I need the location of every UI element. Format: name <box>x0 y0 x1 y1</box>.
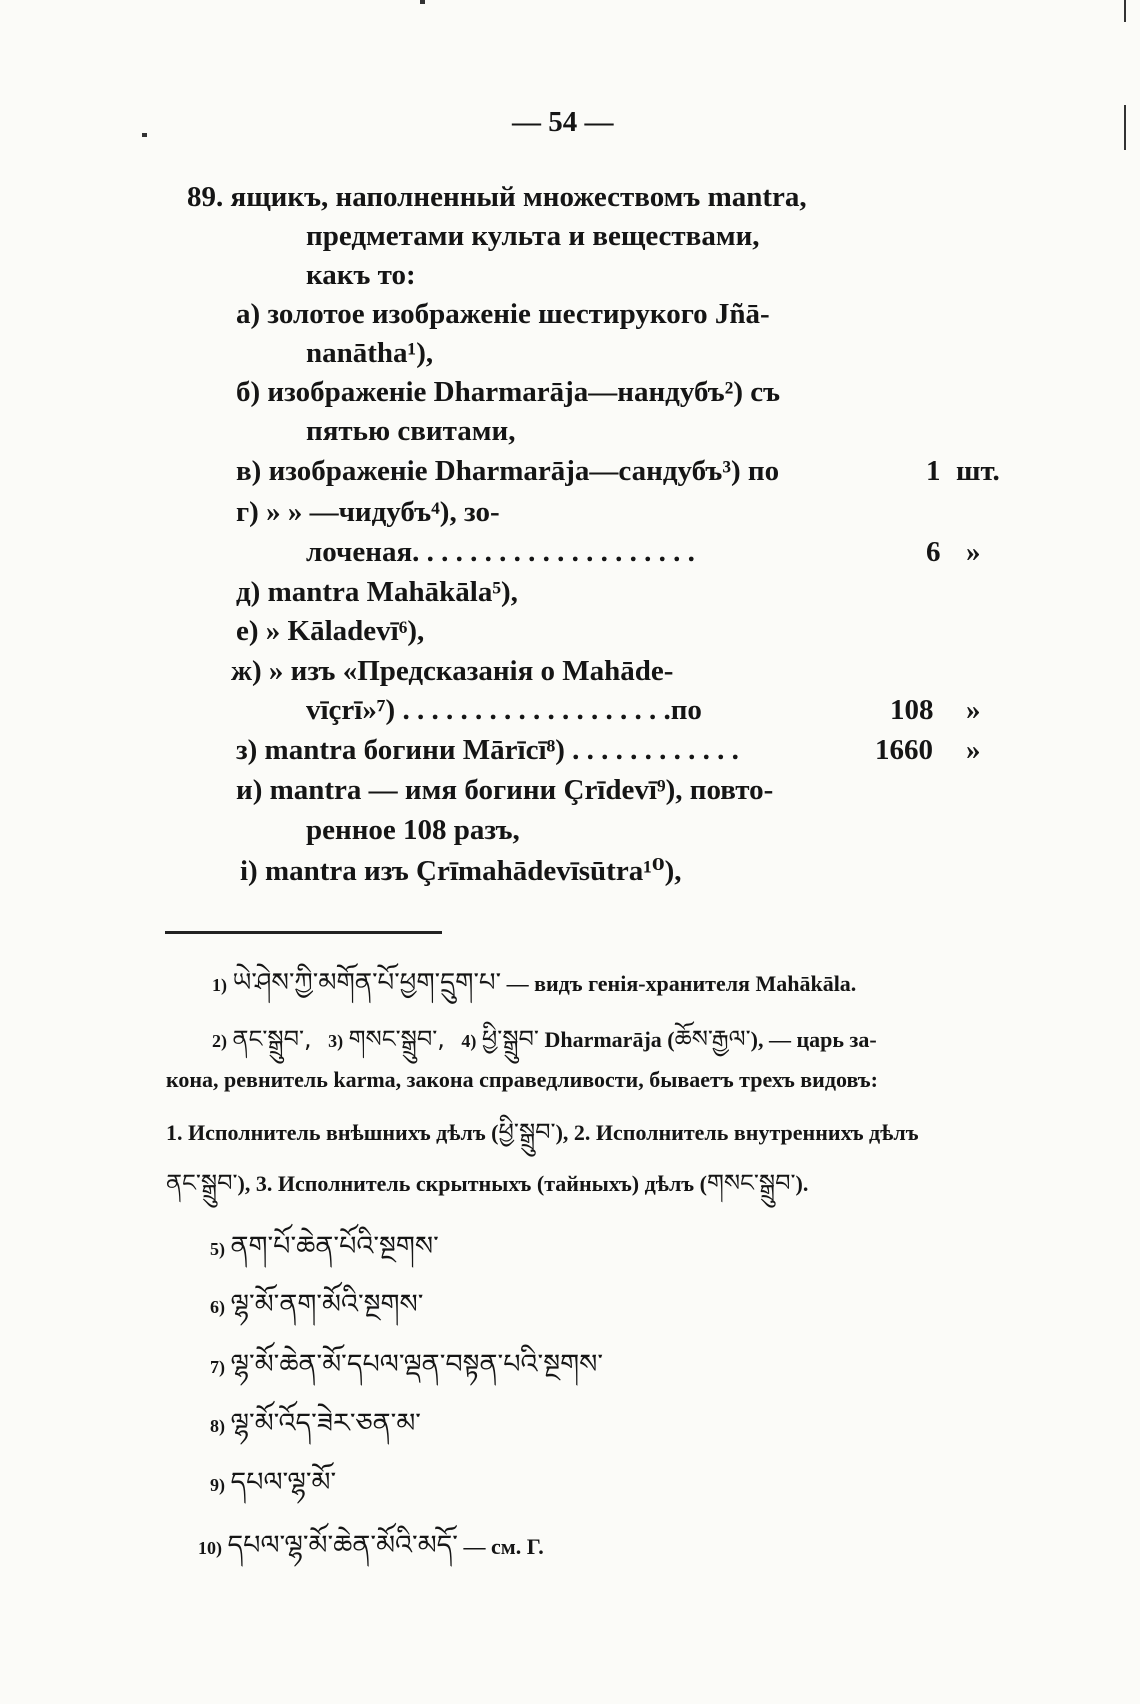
list-item-v: в) изображеніе Dharmarāja—сандубъ³) по <box>236 455 780 487</box>
scan-edge-mark <box>1124 0 1126 22</box>
tibetan-text: ལྷ་མོ་འོད་ཟེར་ཅན་མ་ <box>230 1408 421 1439</box>
tibetan-text: ནང་སྒྲུབ་, <box>232 1025 312 1053</box>
quantity-unit: шт. <box>956 455 1000 487</box>
list-item-a: а) золотое изображеніе шестирукого Jñā- <box>236 298 770 330</box>
quantity-value: 6 <box>926 536 941 568</box>
quantity-unit: » <box>966 536 981 568</box>
list-item-zh: ж) » изъ «Предсказанія о Mahāde- <box>231 655 674 687</box>
list-item-b: б) изображеніе Dharmarāja—нандубъ²) съ <box>236 376 781 408</box>
tibetan-text: ཕྱི་སྒྲུབ་ <box>481 1025 539 1053</box>
footnote-number: 7) <box>210 1357 225 1377</box>
footnote-2-line <box>166 1157 808 1224</box>
tibetan-text: ནག་པོ་ཆེན་པོའི་སྔགས་ <box>230 1231 439 1262</box>
footnote-text: — видъ генія-хранителя Mahākāla. <box>506 971 857 996</box>
footnote-text: ), — царь за- <box>750 1027 877 1052</box>
tibetan-text: ལྷ་མོ་ནག་མོའི་སྔགས་ <box>230 1289 424 1320</box>
footnote-10 <box>198 1515 544 1591</box>
page-number: — 54 — <box>512 106 614 138</box>
tibetan-text: གསང་སྒྲུབ་, <box>348 1025 445 1053</box>
footnote-rule <box>165 931 442 934</box>
scan-mark <box>142 133 147 137</box>
list-item-g-cont: лоченая. . . . . . . . . . . . . . . . . . . . <box>306 536 695 568</box>
tibetan-text: དཔལ་ལྷ་མོ་ <box>230 1467 337 1498</box>
list-item-g: г) » » —чидубъ⁴), зо- <box>236 496 500 528</box>
tibetan-text: དཔལ་ལྷ་མོ་ཆེན་མོའི་མདོ་ <box>227 1530 458 1561</box>
list-item-i: и) mantra — имя богини Çrīdevī⁹), повто- <box>236 774 774 806</box>
list-item-i-dec: і) mantra изъ Çrīmahādevīsūtra¹⁰), <box>240 855 682 887</box>
tibetan-text: ཡེ་ཤེས་ཀྱི་མགོན་པོ་ཕྱག་དྲུག་པ་ <box>232 968 502 998</box>
footnote-text: — см. Г. <box>463 1534 544 1559</box>
list-item-i-cont: ренное 108 разъ, <box>306 814 520 846</box>
footnote-number: 1) <box>212 975 227 995</box>
list-item-a-cont: nanātha¹), <box>306 337 434 369</box>
footnote-text: 1. Исполнитель внѣшнихъ дѣлъ ( <box>166 1120 499 1145</box>
footnote-number: 5) <box>210 1239 225 1259</box>
list-item-d: д) mantra Mahākāla⁵), <box>236 576 518 608</box>
footnote-text: ). <box>795 1171 809 1196</box>
footnote-number: 4) <box>461 1031 477 1051</box>
footnote-number: 2) <box>212 1031 227 1051</box>
quantity-unit: » <box>966 734 981 766</box>
quantity-value: 1660 <box>875 734 933 766</box>
footnote-text: ), 3. Исполнитель скрытныхъ (тайныхъ) дѣлъ ( <box>237 1171 707 1196</box>
scan-mark <box>420 0 425 4</box>
scan-edge-mark <box>1124 105 1126 150</box>
tibetan-text: ཕྱི་སྒྲུབ་ <box>498 1118 556 1146</box>
tibetan-text: གསང་སྒྲུབ་ <box>706 1169 796 1197</box>
tibetan-text: ལྷ་མོ་ཆེན་མོ་དཔལ་ལྡན་བསྟན་པའི་སྔགས་ <box>230 1349 603 1380</box>
footnote-number: 9) <box>210 1475 225 1495</box>
quantity-value: 108 <box>890 694 934 726</box>
tibetan-text: ནང་སྒྲུབ་ <box>166 1169 238 1197</box>
footnote-text: ), 2. Исполнитель внутреннихъ дѣлъ <box>555 1120 919 1145</box>
footnote-number: 10) <box>198 1538 222 1558</box>
quantity-value: 1 <box>926 455 941 487</box>
entry-line: 89. ящикъ, наполненный множествомъ mantra, <box>187 181 807 213</box>
list-item-b-cont: пятью свитами, <box>306 415 516 447</box>
entry-line: какъ то: <box>306 259 416 291</box>
footnote-number: 6) <box>210 1297 225 1317</box>
footnote-number: 3) <box>328 1031 344 1051</box>
list-item-z: з) mantra богини Mārīcī⁸) . . . . . . . . . . . . <box>236 734 739 766</box>
list-item-e: е) » Kāladevī⁶), <box>236 615 425 647</box>
quantity-unit: » <box>966 694 981 726</box>
entry-line: предметами культа и веществами, <box>306 220 760 252</box>
footnote-text: Dharmarāja ( <box>544 1027 675 1052</box>
tibetan-text: ཆོས་རྒྱལ་ <box>674 1025 751 1053</box>
footnote-2-line: кона, ревнитель karma, закона справедливости, бываетъ трехъ видовъ: <box>166 1067 878 1092</box>
footnote-number: 8) <box>210 1416 225 1436</box>
list-item-zh-cont: vīçrī»⁷) . . . . . . . . . . . . . . . . . . .по <box>306 694 702 726</box>
